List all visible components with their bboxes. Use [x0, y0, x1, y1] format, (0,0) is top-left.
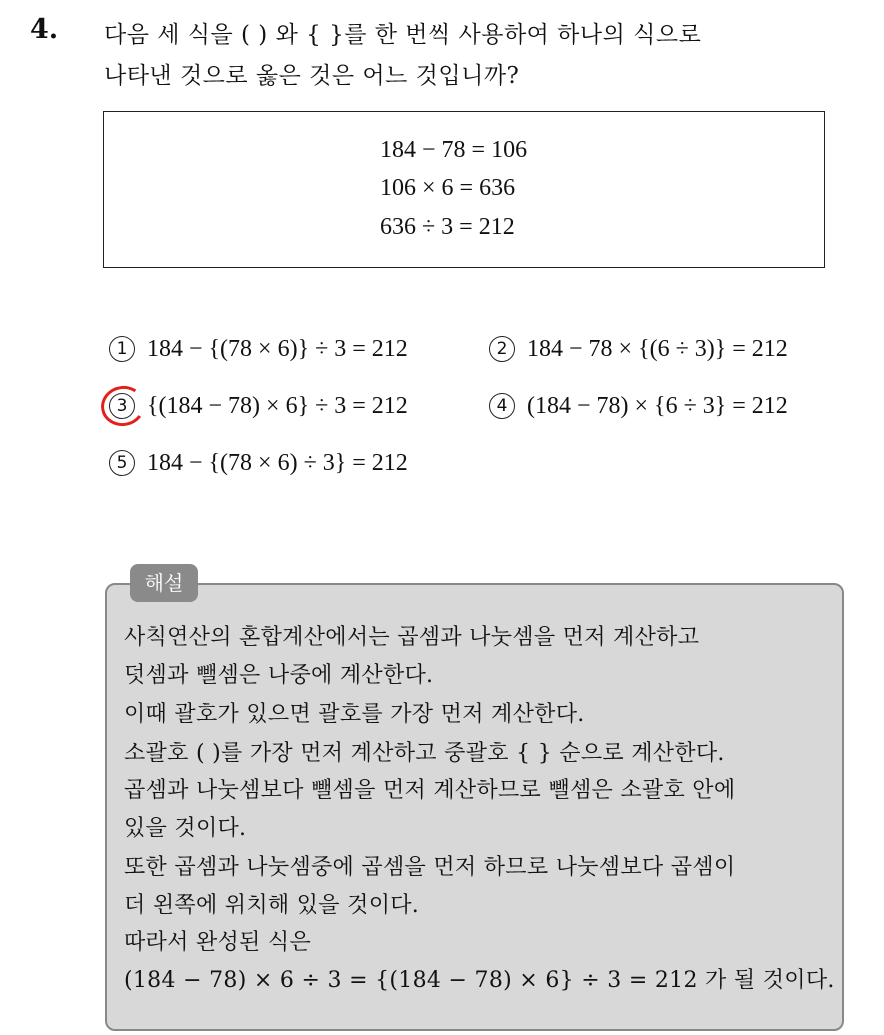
explanation-line-6: 있을 것이다. [124, 816, 247, 841]
selected-answer-circle [98, 382, 148, 429]
equation-2: 106 × 6 = 636 [380, 175, 516, 201]
choice-2[interactable] [489, 336, 788, 363]
choice-number-5: 5 [109, 450, 135, 476]
choice-number-3: 3 [109, 393, 135, 419]
explanation-line-7: 또한 곱셈과 나눗셈중에 곱셈을 먼저 하므로 나눗셈보다 곱셈이 [124, 855, 736, 880]
choice-expression-2: 184 − 78 × {(6 ÷ 3)} = 212 [527, 336, 788, 362]
choice-expression-4: (184 − 78) × {6 ÷ 3} = 212 [527, 393, 788, 419]
equation-3: 636 ÷ 3 = 212 [380, 214, 515, 240]
equations-box [103, 111, 825, 268]
explanation-line-10: (184 − 78) × 6 ÷ 3 = {(184 − 78) × 6} ÷ 3 = 212 가 될 것이다. [124, 968, 835, 993]
question-number: 4. [30, 14, 59, 45]
choice-number-1: 1 [109, 336, 135, 362]
choice-expression-1: 184 − {(78 × 6)} ÷ 3 = 212 [147, 336, 408, 362]
choice-number-4: 4 [489, 393, 515, 419]
choice-number-2: 2 [489, 336, 515, 362]
explanation-line-4: 소괄호 ( )를 가장 먼저 계산하고 중괄호 { } 순으로 계산한다. [124, 741, 725, 766]
choice-5[interactable] [109, 450, 408, 477]
explanation-line-1: 사칙연산의 혼합계산에서는 곱셈과 나눗셈을 먼저 계산하고 [124, 625, 700, 650]
question-text-line-1: 다음 세 식을 ( ) 와 { }를 한 번씩 사용하여 하나의 식으로 [104, 22, 702, 48]
explanation-line-8: 더 왼쪽에 위치해 있을 것이다. [124, 893, 420, 918]
explanation-line-9: 따라서 완성된 식은 [124, 930, 312, 955]
choice-3[interactable] [109, 393, 408, 420]
choice-1[interactable] [109, 336, 408, 363]
explanation-line-2: 덧셈과 뺄셈은 나중에 계산한다. [124, 663, 434, 688]
question-text-line-2: 나타낸 것으로 옳은 것은 어느 것입니까? [104, 63, 520, 89]
explanation-line-3: 이때 괄호가 있으면 괄호를 가장 먼저 계산한다. [124, 702, 585, 727]
explanation-tag: 해설 [130, 564, 198, 602]
explanation-line-5: 곱셈과 나눗셈보다 뺄셈을 먼저 계산하므로 뺄셈은 소괄호 안에 [124, 778, 736, 803]
choice-expression-3: {(184 − 78) × 6} ÷ 3 = 212 [147, 393, 408, 419]
choice-expression-5: 184 − {(78 × 6) ÷ 3} = 212 [147, 450, 408, 476]
equation-1: 184 − 78 = 106 [380, 137, 528, 163]
choice-4[interactable] [489, 393, 788, 420]
